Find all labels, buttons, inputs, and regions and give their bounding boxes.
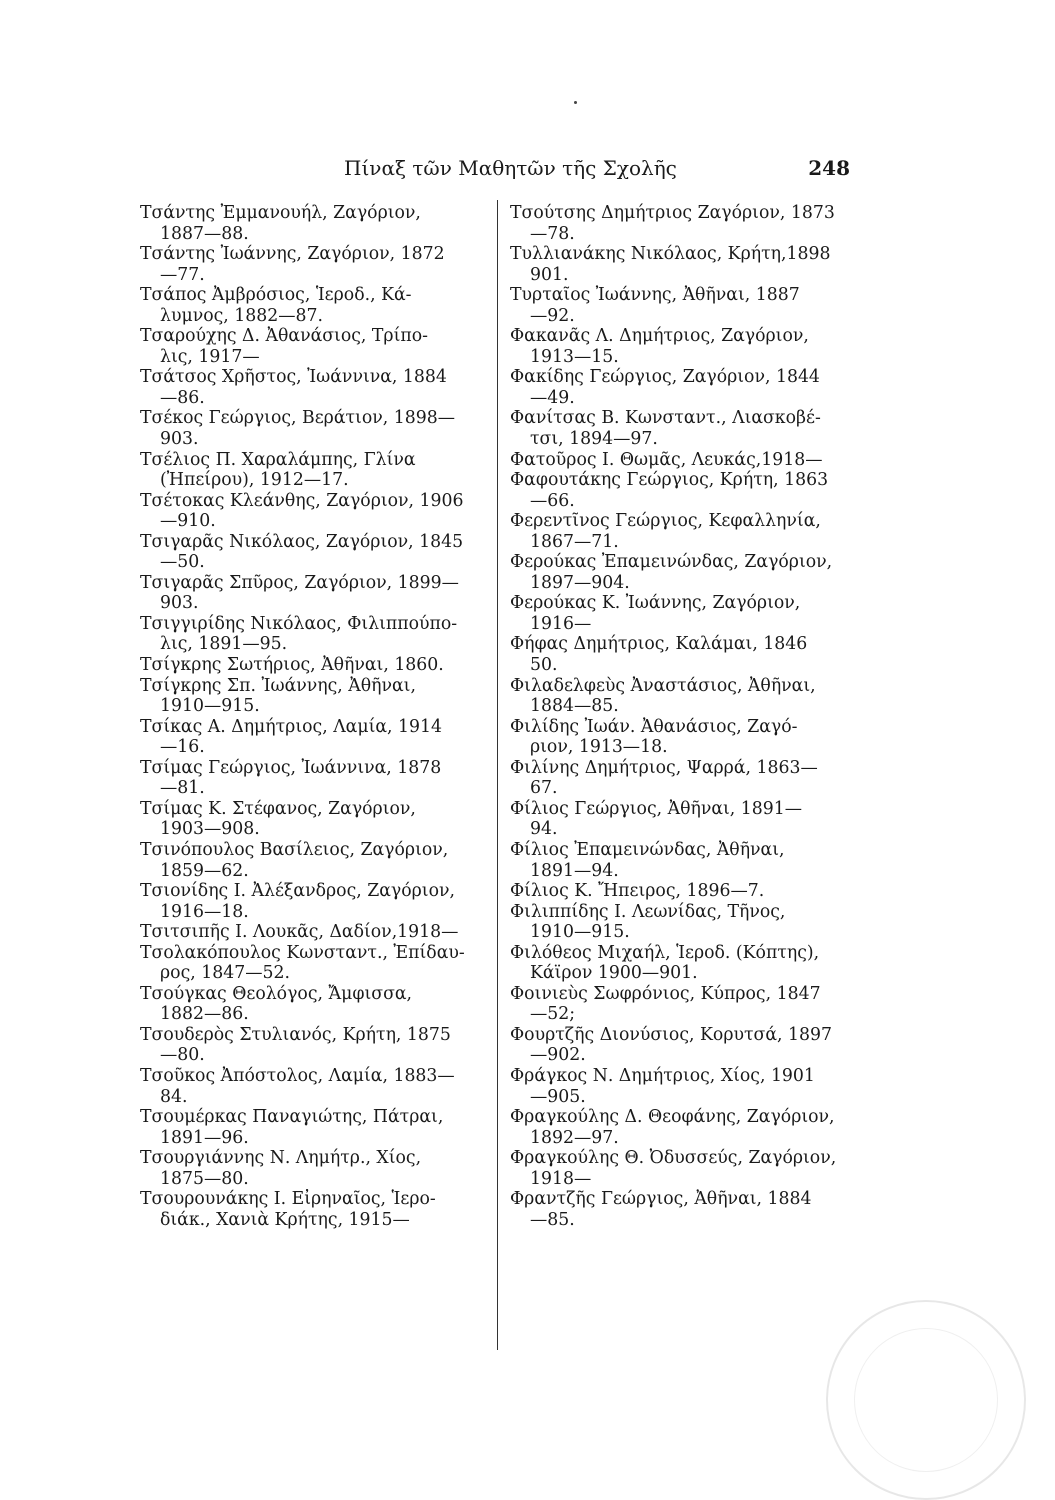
entry-line: Τσιγγιρίδης Νικόλαος, Φιλιππούπο-: [140, 613, 458, 634]
entry-line: Τσιτσιπῆς Ι. Λουκᾶς, Δαδίον,1918—: [140, 922, 459, 943]
entry-line: Φερούκας Κ. Ἰωάννης, Ζαγόριον,: [510, 593, 801, 614]
page-header: [330, 153, 850, 183]
entry-line: Τσίγκρης Σωτήριος, Ἀθῆναι, 1860.: [140, 655, 444, 676]
entry-line: Τσάντης Ἰωάννης, Ζαγόριον, 1872: [140, 244, 445, 265]
entry-line: Τσάντης Ἐμμανουήλ, Ζαγόριον,: [140, 203, 421, 223]
entry-line: Φίλιος Κ. Ἤπειρος, 1896—7.: [510, 881, 765, 902]
entry-continuation-line: —910.: [160, 511, 216, 532]
entry-continuation-line: λυμνος, 1882—87.: [160, 305, 324, 326]
entry-continuation-line: 1903—908.: [160, 819, 260, 840]
entry-continuation-line: 903.: [160, 593, 199, 614]
entry-continuation-line: —92.: [530, 305, 575, 326]
entry-continuation-line: —16.: [160, 737, 205, 758]
entry-line: Τσάπος Ἀμβρόσιος, Ἱεροδ., Κά-: [140, 285, 412, 306]
entry-line: Τσέλιος Π. Χαραλάμπης, Γλίνα: [140, 449, 416, 470]
entry-continuation-line: 1913—15.: [530, 346, 619, 367]
left-column: [140, 203, 488, 1230]
entry-line: Φιλίνης Δημήτριος, Ψαρρά, 1863—: [510, 757, 818, 778]
entry-line: Φιλόθεος Μιχαήλ, Ἱεροδ. (Κόπτης),: [510, 942, 820, 963]
entry-continuation-line: λις, 1891—95.: [160, 634, 288, 655]
entry-line: Φίλιος Ἐπαμεινώνδας, Ἀθῆναι,: [510, 839, 785, 860]
entry-line: Φραγκούλης Θ. Ὀδυσσεύς, Ζαγόριον,: [510, 1148, 837, 1169]
entry-line: Φατοῦρος Ι. Θωμᾶς, Λευκάς,1918—: [510, 449, 823, 470]
entry-continuation-line: —85.: [530, 1209, 575, 1230]
entry-line: Φακανᾶς Λ. Δημήτριος, Ζαγόριον,: [510, 326, 809, 347]
entry-line: Τσίκας Α. Δημήτριος, Λαμία, 1914: [140, 716, 442, 737]
entry-line: Τσέτοκας Κλεάνθης, Ζαγόριον, 1906: [140, 490, 464, 511]
entry-continuation-line: 1887—88.: [160, 223, 249, 244]
entry-line: Τσιγαρᾶς Σπῦρος, Ζαγόριον, 1899—: [140, 572, 459, 593]
entry-line: Τσούγκας Θεολόγος, Ἄμφισσα,: [140, 983, 413, 1004]
running-title: Πίναξ τῶν Μαθητῶν τῆς Σχολῆς: [344, 156, 677, 180]
entry-line: Τσίμας Γεώργιος, Ἰωάννινα, 1878: [140, 757, 442, 778]
entry-continuation-line: 1918—: [530, 1168, 592, 1189]
speck: [574, 101, 577, 104]
entry-continuation-line: 1916—18.: [160, 901, 249, 922]
entry-line: Φραγκούλης Δ. Θεοφάνης, Ζαγόριον,: [510, 1107, 835, 1128]
entry-line: Τσουδερὸς Στυλιανός, Κρήτη, 1875: [140, 1024, 451, 1045]
entry-line: Τσουργιάννης Ν. Λημήτρ., Χίος,: [140, 1148, 422, 1169]
entry-continuation-line: (Ἠπείρου), 1912—17.: [160, 470, 349, 491]
entry-continuation-line: 1882—86.: [160, 1004, 249, 1025]
entry-line: Τσοῦκος Ἀπόστολος, Λαμία, 1883—: [140, 1065, 455, 1086]
entry-line: Φοινιεὺς Σωφρόνιος, Κύπρος, 1847: [510, 983, 821, 1004]
entry-line: Φράγκος Ν. Δημήτριος, Χίος, 1901: [510, 1065, 815, 1086]
entry-line: Τσινόπουλος Βασίλειος, Ζαγόριον,: [140, 839, 449, 860]
entry-continuation-line: διάκ., Χανιὰ Κρήτης, 1915—: [160, 1209, 410, 1230]
entry-line: Φιλαδελφεὺς Ἀναστάσιος, Ἀθῆναι,: [510, 675, 816, 696]
entry-continuation-line: 1859—62.: [160, 860, 249, 881]
entry-line: Φαφουτάκης Γεώργιος, Κρήτη, 1863: [510, 470, 829, 491]
entry-continuation-line: 901.: [530, 264, 569, 285]
entry-continuation-line: Κάϊρον 1900—901.: [530, 963, 698, 984]
entry-continuation-line: —902.: [530, 1045, 586, 1066]
entry-line: Τσούτσης Δημήτριος Ζαγόριον, 1873: [510, 203, 835, 223]
entry-continuation-line: 67.: [530, 778, 558, 799]
entry-continuation-line: 903.: [160, 429, 199, 450]
entry-line: Φακίδης Γεώργιος, Ζαγόριον, 1844: [510, 367, 820, 388]
entry-line: Τσίμας Κ. Στέφανος, Ζαγόριον,: [140, 798, 416, 819]
entry-line: Τσίγκρης Σπ. Ἰωάννης, Ἀθῆναι,: [140, 675, 416, 696]
entry-line: Φίλιος Γεώργιος, Ἀθῆναι, 1891—: [510, 798, 803, 819]
entry-continuation-line: —905.: [530, 1086, 586, 1107]
column-divider: [497, 200, 498, 1350]
entry-continuation-line: —80.: [160, 1045, 205, 1066]
entry-continuation-line: 1892—97.: [530, 1127, 619, 1148]
entry-line: Φήφας Δημήτριος, Καλάμαι, 1846: [510, 634, 808, 655]
entry-line: Φραντζῆς Γεώργιος, Ἀθῆναι, 1884: [510, 1189, 812, 1210]
entry-continuation-line: 94.: [530, 819, 558, 840]
entry-line: Φουρτζῆς Διονύσιος, Κορυτσά, 1897: [510, 1024, 832, 1045]
entry-line: Τσάτσος Χρῆστος, Ἰωάννινα, 1884: [140, 367, 447, 388]
entry-continuation-line: ριον, 1913—18.: [530, 737, 668, 758]
entry-line: Τυρταῖος Ἰωάννης, Ἀθῆναι, 1887: [510, 285, 800, 306]
entry-continuation-line: τσι, 1894—97.: [530, 429, 658, 450]
entry-continuation-line: 1891—94.: [530, 860, 619, 881]
entry-continuation-line: —81.: [160, 778, 205, 799]
entry-line: Τσαρούχης Δ. Ἀθανάσιος, Τρίπο-: [140, 326, 428, 347]
right-column: [510, 203, 865, 1230]
entry-continuation-line: —77.: [160, 264, 205, 285]
entry-line: Φερούκας Ἐπαμεινώνδας, Ζαγόριον,: [510, 552, 833, 573]
entry-line: Τσουμέρκας Παναγιώτης, Πάτραι,: [140, 1107, 444, 1128]
entry-continuation-line: 1910—915.: [160, 696, 260, 717]
entry-continuation-line: 84.: [160, 1086, 188, 1107]
entry-line: Φανίτσας Β. Κωνσταντ., Λιασκοβέ-: [510, 408, 821, 429]
entry-continuation-line: 1875—80.: [160, 1168, 249, 1189]
entry-line: Τσιονίδης Ι. Ἀλέξανδρος, Ζαγόριον,: [140, 881, 455, 902]
entry-continuation-line: 1897—904.: [530, 572, 630, 593]
entry-continuation-line: 50.: [530, 655, 558, 676]
library-seal-watermark: [826, 1300, 1026, 1500]
entry-continuation-line: 1910—915.: [530, 922, 630, 943]
seal-inner-ring: [854, 1328, 998, 1472]
entry-continuation-line: ρος, 1847—52.: [160, 963, 290, 984]
entry-continuation-line: λις, 1917—: [160, 346, 260, 367]
page-number: 248: [808, 156, 850, 180]
entry-line: Τσολακόπουλος Κωνσταντ., Ἐπίδαυ-: [140, 942, 465, 963]
entry-line: Τσιγαρᾶς Νικόλαος, Ζαγόριον, 1845: [140, 531, 464, 552]
entry-continuation-line: 1867—71.: [530, 531, 619, 552]
entry-continuation-line: —50.: [160, 552, 205, 573]
entry-line: Τυλλιανάκης Νικόλαος, Κρήτη,1898: [510, 244, 831, 265]
entry-continuation-line: 1916—: [530, 613, 592, 634]
entry-line: Φερεντῖνος Γεώργιος, Κεφαλληνία,: [510, 511, 821, 532]
entry-continuation-line: 1884—85.: [530, 696, 619, 717]
entry-continuation-line: —78.: [530, 223, 575, 244]
entry-continuation-line: —49.: [530, 387, 575, 408]
entry-continuation-line: —86.: [160, 387, 205, 408]
entry-line: Τσουρουνάκης Ι. Εἰρηναῖος, Ἱερο-: [140, 1189, 436, 1210]
entry-line: Φιλίδης Ἰωάν. Ἀθανάσιος, Ζαγό-: [510, 716, 798, 737]
entry-line: Φιλιππίδης Ι. Λεωνίδας, Τῆνος,: [510, 901, 786, 922]
entry-continuation-line: 1891—96.: [160, 1127, 249, 1148]
entry-continuation-line: —52;: [530, 1004, 576, 1025]
entry-line: Τσέκος Γεώργιος, Βεράτιον, 1898—: [140, 408, 455, 429]
entry-continuation-line: —66.: [530, 490, 575, 511]
